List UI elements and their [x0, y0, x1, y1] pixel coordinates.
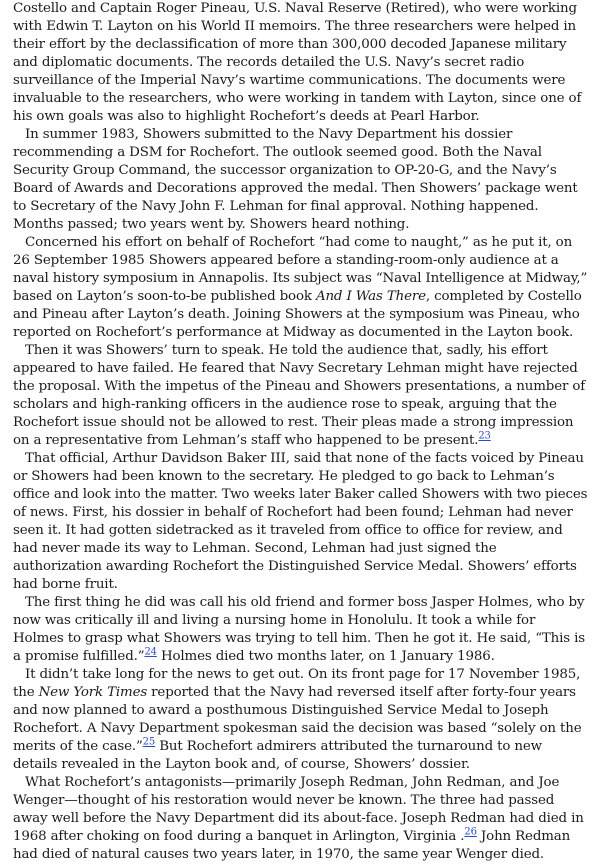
paragraph-text: What Rochefort’s antagonists—primarily Joseph Redman, John Redman, and Joe Wenger—thought of his restoration would never be known. The three had passed away well before the Navy Department did its about-face. Joseph Redman had died in 1968 after choking on food during a banquet in Arlington, Virginia . — [13, 775, 584, 844]
paragraph — [13, 594, 588, 666]
italic-title: New York Times — [38, 685, 148, 700]
paragraph-text: That official, Arthur Davidson Baker III, said that none of the facts voiced by Pineau or Showers had been known to the secretary. He pledged to go back to Lehman’s office and look into the matter. Two weeks later Baker called Showers with two pieces of news. First, his dossier in behalf of Rochefort had been found; Lehman had never seen it. It had gotten sidetracked as it traveled from office to office for review, and had never made its way to Lehman. Second, Lehman had just signed the authorization awarding Rochefort the Distinguished Service Medal. Showers’ efforts had borne fruit. — [13, 451, 588, 592]
paragraph — [13, 666, 588, 774]
footnote-link-25[interactable]: 25 — [142, 736, 156, 748]
paragraph-text: It didn’t take long for the news to get out. On its front page for 17 November 1985, the — [13, 667, 581, 700]
paragraph-text: Then it was Showers’ turn to speak. He told the audience that, sadly, his effort appeared to have failed. He feared that Navy Secretary Lehman might have rejected the proposal. With the impetus of the Pineau and Showers presentations, a number of scholars and high-ranking officers in the audience rose to speak, arguing that the Rochefort issue should not be allowed to rest. Their pleas made a strong impression on a representative from Lehman’s staff who happened to be present. — [13, 343, 586, 448]
paragraph-text: John Redman had died of natural causes two years later, in 1970, the same year Wenger died. — [13, 829, 571, 862]
paragraph — [13, 342, 588, 450]
footnote-link-23[interactable]: 23 — [478, 430, 491, 442]
paragraph — [13, 126, 588, 234]
footnote-link-26[interactable]: 26 — [464, 826, 477, 838]
paragraph — [13, 774, 588, 864]
paragraph-text: reported that the Navy had reversed itself after forty-four years and now planned to award a posthumous Distinguished Service Medal to Joseph Rochefort. A Navy Department spokesman said the decision was based “solely on the merits of the case.” — [13, 685, 582, 754]
footnote-link-24[interactable]: 24 — [144, 646, 157, 658]
paragraph-text: But Rochefort admirers attributed the turnaround to new details revealed in the Layton book and, of course, Showers’ dossier. — [13, 739, 542, 772]
paragraph-text: Costello and Captain Roger Pineau, U.S. Naval Reserve (Retired), who were working with Edwin T. Layton on his World II memoirs. The three researchers were helped in their effort by the declassification of more than 300,000 decoded Japanese military and diplomatic documents. The records detailed the U.S. Navy’s secret radio surveillance of the Imperial Navy’s wartime communications. The documents were invaluable to the researchers, who were working in tandem with Layton, since one of his own goals was also to highlight Rochefort’s deeds at Pearl Harbor. — [13, 1, 582, 124]
paragraph-text: , completed by Costello and Pineau after Layton’s death. Joining Showers at the symposium was Pineau, who reported on Rochefort’s performance at Midway as documented in the Layton book. — [13, 289, 582, 340]
paragraph-text: Concerned his effort on behalf of Rochefort “had come to naught,” as he put it, on 26 September 1985 Showers appeared before a standing-room-only audience at a naval history symposium in Annapolis. Its subject was “Naval Intelligence at Midway,” based on Layton’s soon-to-be published book — [13, 235, 588, 304]
paragraph-text: The first thing he did was call his old friend and former boss Jasper Holmes, who by now was critically ill and living a nursing home in Honolulu. It took a while for Holmes to grasp what Showers was trying to tell him. Then he got it. He said, “This is a promise fulfilled.” — [13, 595, 585, 664]
paragraph — [13, 0, 588, 126]
paragraph-text: Holmes died two months later, on 1 January 1986. — [156, 649, 495, 664]
paragraph — [13, 450, 588, 594]
paragraph-text: In summer 1983, Showers submitted to the Navy Department his dossier recommending a DSM for Rochefort. The outlook seemed good. Both the Naval Security Group Command, the successor organization to OP-20-G, and the Navy’s Board of Awards and Decorations approved the medal. Then Showers’ package went to Secretary of the Navy John F. Lehman for final approval. Nothing happened. Months passed; two years went by. Showers heard nothing. — [13, 127, 578, 232]
paragraph — [13, 234, 588, 342]
italic-title: And I Was There — [315, 289, 426, 304]
